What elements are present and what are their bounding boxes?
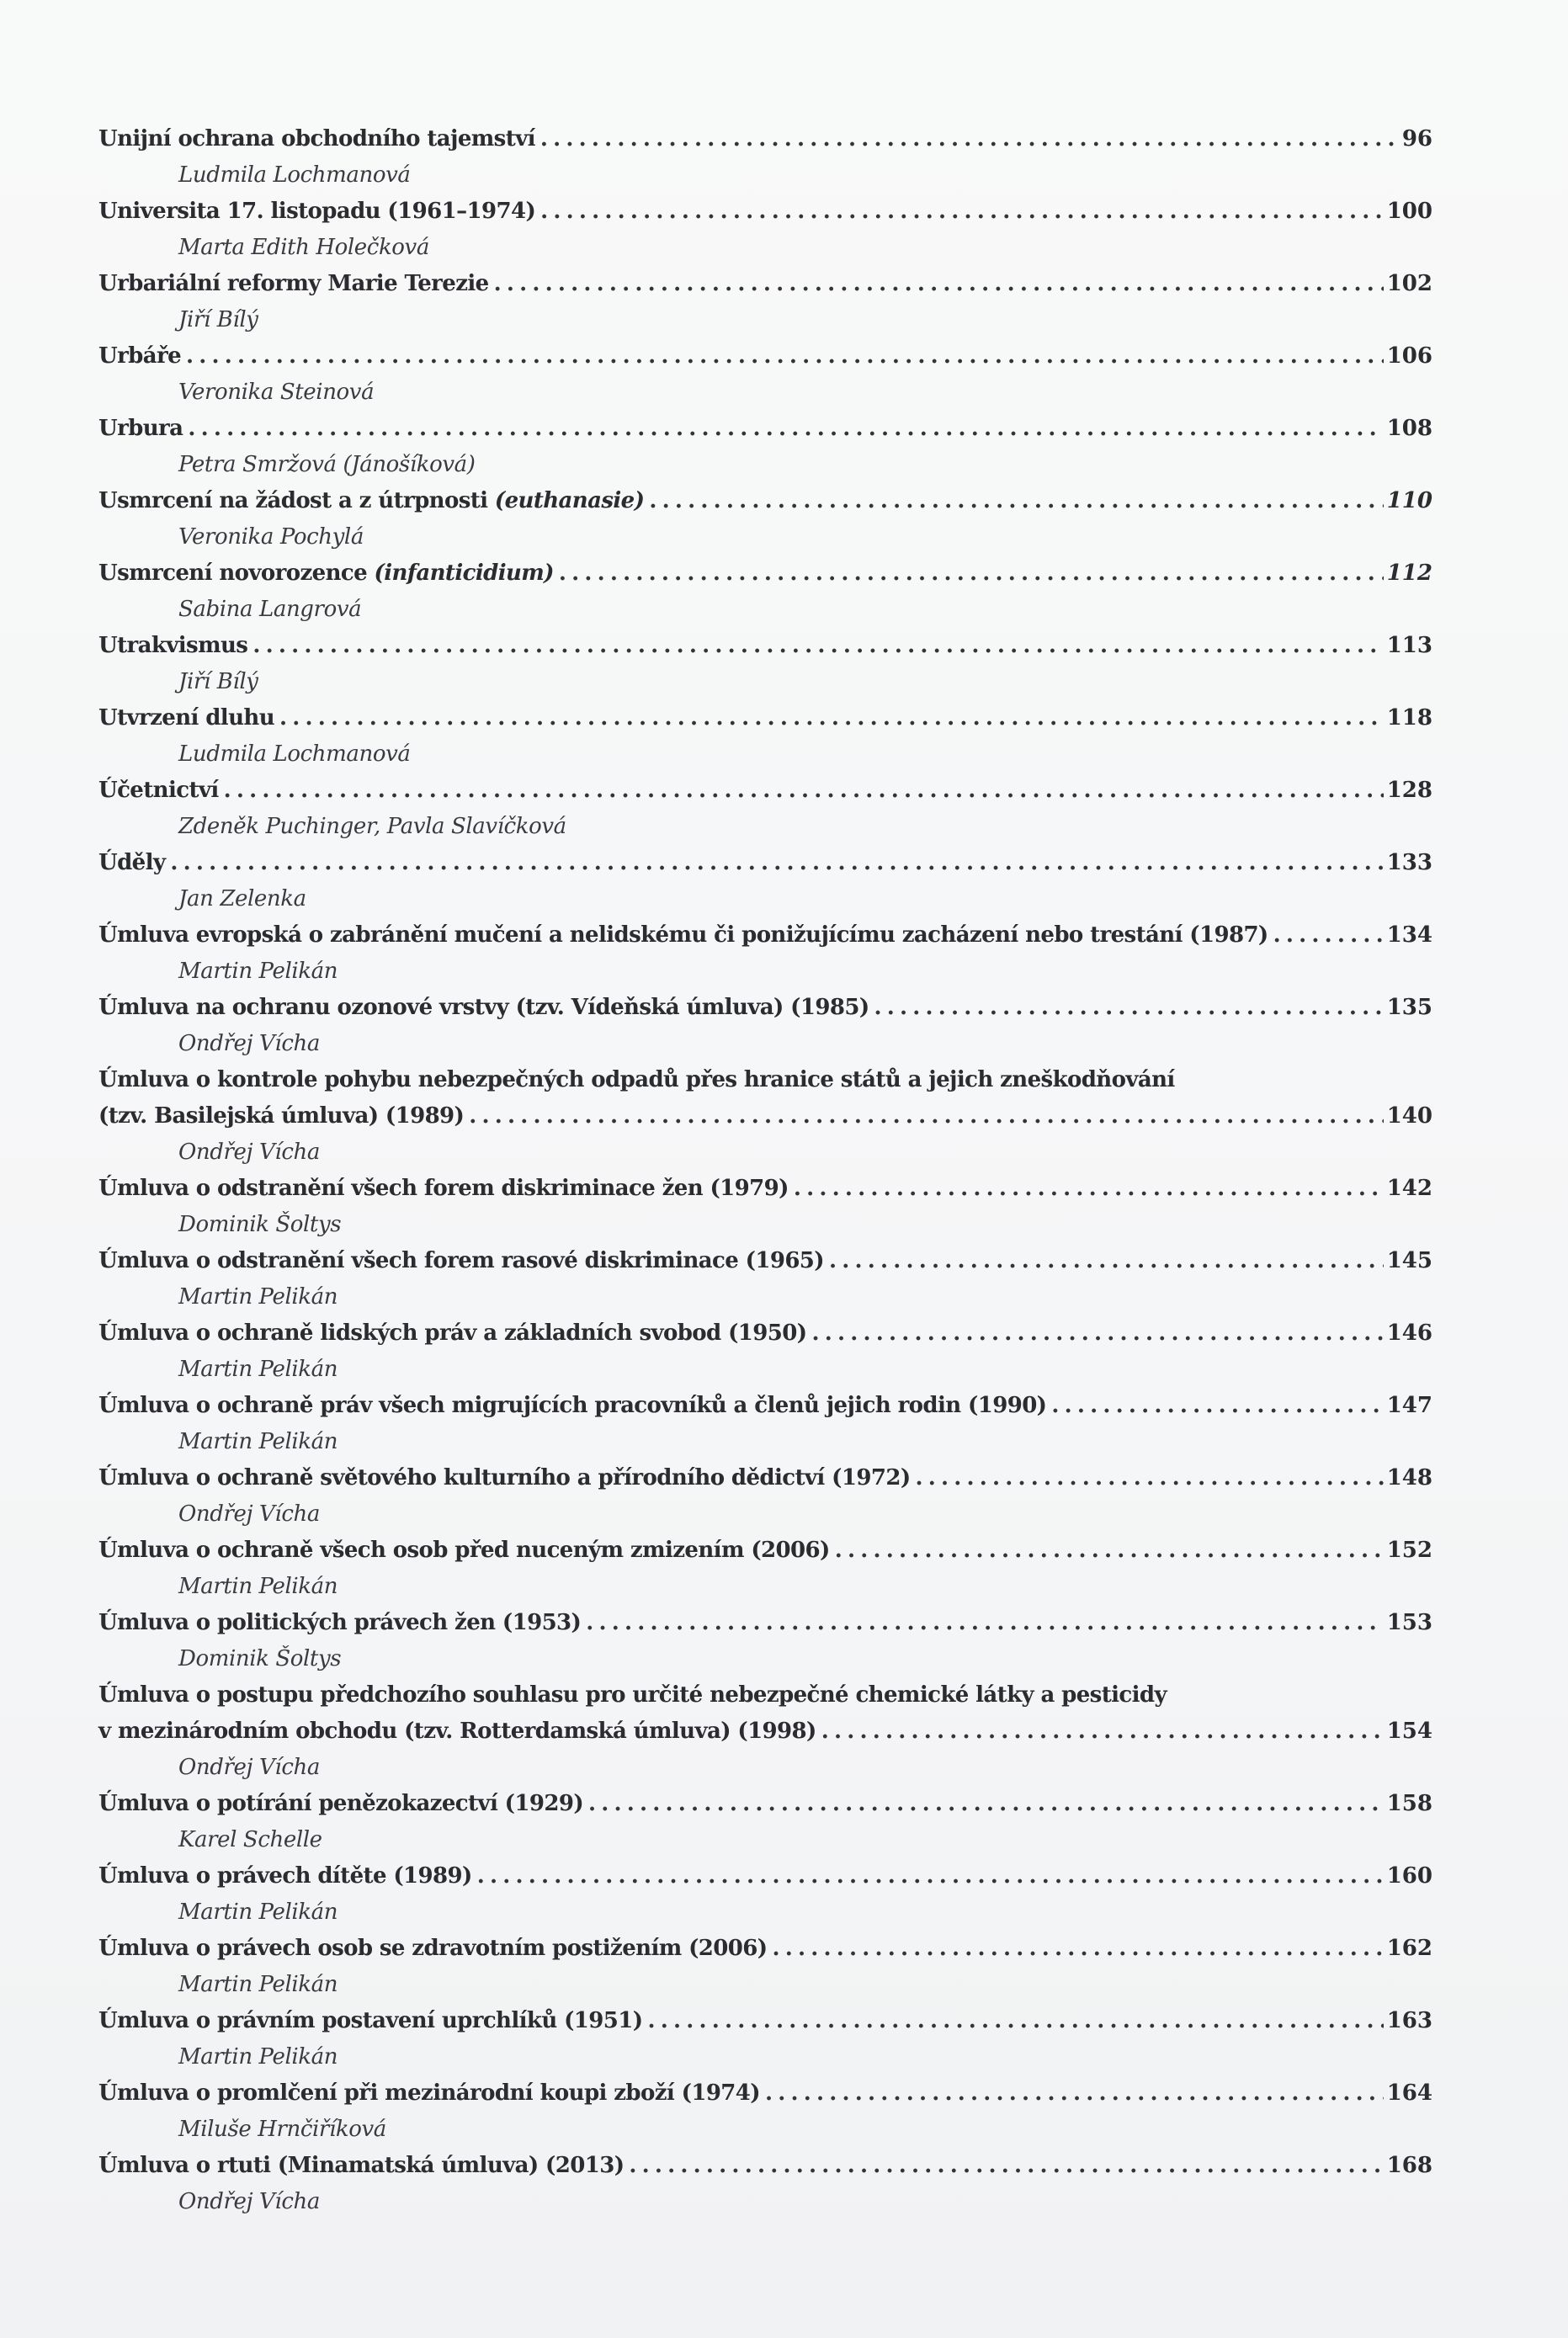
page-number: 168 — [1386, 2153, 1432, 2178]
dot-leader — [629, 2148, 1383, 2184]
page-number: 135 — [1386, 995, 1432, 1020]
dot-leader — [586, 1605, 1383, 1641]
page-number: 160 — [1386, 1863, 1432, 1889]
dot-leader — [874, 990, 1384, 1026]
entry-title-text — [98, 2075, 760, 2112]
dot-leader — [916, 1460, 1384, 1496]
toc-entry — [98, 483, 1432, 555]
entry-author: Martin Pelikán — [178, 1357, 338, 1382]
page-number: 145 — [1386, 1248, 1432, 1273]
entry-author: Martin Pelikán — [178, 1429, 338, 1454]
entry-title-text — [98, 483, 644, 519]
entry-title: Úmluva o ochraně světového kulturního a přírodního dědictví (1972) — [98, 1465, 911, 1490]
entry-title: Usmrcení novorozence — [98, 561, 375, 586]
toc-entry — [98, 2148, 1432, 2220]
dot-leader — [494, 266, 1384, 302]
toc-entry — [98, 628, 1432, 700]
entry-title: Unijní ochrana obchodního tajemství — [98, 126, 535, 151]
entry-title: Úmluva o ochraně lidských práv a základních svobod (1950) — [98, 1320, 807, 1346]
page-number: 147 — [1386, 1393, 1432, 1418]
entry-title-line-1 — [98, 1677, 1432, 1714]
entry-title-line — [98, 1858, 1432, 1894]
entry-title-line — [98, 1388, 1432, 1424]
entry-title-text — [98, 266, 489, 302]
entry-author: Veronika Pochylá — [178, 524, 364, 550]
entry-author: Ondřej Vícha — [178, 1031, 320, 1056]
dot-leader — [588, 1786, 1384, 1822]
page-number: 118 — [1386, 705, 1432, 731]
page-number: 146 — [1386, 1320, 1432, 1346]
entry-title-line — [98, 266, 1432, 302]
entry-title: Úmluva evropská o zabránění mučení a nelidskému či ponižujícímu zacházení nebo trestání (1987) — [98, 922, 1268, 948]
entry-title-text — [98, 1171, 789, 1207]
entry-title: Úmluva o odstranění všech forem rasové diskriminace (1965) — [98, 1248, 824, 1273]
entry-title-text — [98, 194, 535, 230]
entry-title-line — [98, 194, 1432, 230]
entry-title: Utvrzení dluhu — [98, 705, 274, 731]
toc-entry — [98, 1388, 1432, 1460]
entry-title-line — [98, 700, 1432, 736]
entry-title-text — [98, 1098, 464, 1134]
entry-author: Dominik Šoltys — [178, 1212, 342, 1237]
entry-title-line — [98, 1931, 1432, 1967]
entry-title-text — [98, 1243, 824, 1279]
entry-author: Ludmila Lochmanová — [178, 741, 411, 767]
toc-entry — [98, 266, 1432, 338]
dot-leader — [647, 2003, 1383, 2039]
page-number: 164 — [1386, 2080, 1432, 2106]
page-number: 110 — [1386, 488, 1432, 513]
entry-title-line — [98, 555, 1432, 592]
entry-title-text — [98, 700, 274, 736]
entry-author: Ondřej Vícha — [178, 1501, 320, 1527]
page-number: 153 — [1386, 1610, 1432, 1635]
toc-entry — [98, 773, 1432, 845]
entry-title-line — [98, 483, 1432, 519]
page-number: 106 — [1386, 343, 1432, 369]
entry-title-line — [98, 1243, 1432, 1279]
entry-title-line — [98, 2148, 1432, 2184]
dot-leader — [649, 483, 1383, 519]
toc-entry — [98, 338, 1432, 411]
table-of-contents — [98, 121, 1432, 2220]
entry-author: Sabina Langrová — [178, 597, 362, 622]
entry-title: Universita 17. listopadu (1961–1974) — [98, 199, 536, 224]
entry-title-line — [98, 1460, 1432, 1496]
entry-title-text — [98, 773, 219, 809]
dot-leader — [835, 1533, 1384, 1569]
entry-author: Marta Edith Holečková — [178, 235, 429, 260]
page-number: 108 — [1386, 416, 1432, 441]
entry-title-line — [98, 338, 1432, 375]
entry-title-text — [98, 555, 554, 592]
page-number: 134 — [1386, 922, 1432, 948]
dot-leader — [1051, 1388, 1383, 1424]
entry-title-text — [98, 121, 535, 157]
dot-leader — [188, 411, 1383, 447]
entry-title-text — [98, 1858, 472, 1894]
entry-title: v mezinárodním obchodu (tzv. Rotterdamská úmluva) (1998) — [98, 1719, 816, 1744]
entry-author: Martin Pelikán — [178, 1972, 338, 1997]
page-number: 102 — [1386, 271, 1432, 296]
entry-title: Úmluva o rtuti (Minamatská úmluva) (2013) — [98, 2153, 625, 2178]
page-number: 96 — [1401, 126, 1432, 151]
page-number: 154 — [1386, 1719, 1432, 1744]
entry-author: Martin Pelikán — [178, 1284, 338, 1310]
dot-leader — [186, 338, 1384, 375]
dot-leader — [540, 194, 1384, 230]
entry-author: Veronika Steinová — [178, 380, 375, 405]
entry-title-text — [98, 1931, 767, 1967]
dot-leader — [1273, 917, 1384, 954]
entry-title-italic: (infanticidium) — [374, 561, 554, 586]
entry-author: Martin Pelikán — [178, 2044, 338, 2070]
entry-title-text — [98, 628, 247, 664]
entry-author: Dominik Šoltys — [178, 1646, 342, 1671]
toc-entry — [98, 2075, 1432, 2148]
toc-entry — [98, 1605, 1432, 1677]
entry-title-line — [98, 1605, 1432, 1641]
dot-leader — [279, 700, 1384, 736]
entry-author: Jiří Bílý — [178, 669, 258, 694]
entry-title-text — [98, 1714, 816, 1750]
entry-title-line-1 — [98, 1062, 1432, 1098]
entry-title-text — [98, 1605, 581, 1641]
entry-title-line — [98, 1533, 1432, 1569]
dot-leader — [170, 845, 1383, 881]
entry-title-line — [98, 2003, 1432, 2039]
toc-entry — [98, 194, 1432, 266]
dot-leader — [821, 1714, 1384, 1750]
entry-title: Úmluva o ochraně všech osob před nuceným zmizením (2006) — [98, 1538, 830, 1563]
toc-entry — [98, 1931, 1432, 2003]
page-number: 128 — [1386, 778, 1432, 803]
page-number: 162 — [1386, 1936, 1432, 1961]
entry-title: Úmluva o právech dítěte (1989) — [98, 1863, 472, 1889]
entry-title-text — [98, 917, 1268, 954]
entry-title-line — [98, 990, 1432, 1026]
entry-title-text — [98, 1786, 583, 1822]
dot-leader — [540, 121, 1399, 157]
dot-leader — [559, 555, 1384, 592]
entry-title: Úmluva o právním postavení uprchlíků (1951) — [98, 2008, 643, 2033]
toc-entry — [98, 1858, 1432, 1931]
entry-author: Miluše Hrnčiříková — [178, 2117, 386, 2142]
dot-leader — [829, 1243, 1384, 1279]
entry-author: Ondřej Vícha — [178, 2189, 320, 2214]
entry-title-line — [98, 1315, 1432, 1352]
entry-title: Úmluva o potírání penězokazectví (1929) — [98, 1791, 584, 1816]
entry-title: (tzv. Basilejská úmluva) (1989) — [98, 1103, 465, 1129]
entry-author: Martin Pelikán — [178, 1574, 338, 1599]
toc-entry — [98, 1062, 1432, 1171]
entry-title-text — [98, 2003, 642, 2039]
toc-entry — [98, 990, 1432, 1062]
entry-title: Úděly — [98, 850, 166, 875]
entry-author: Zdeněk Puchinger, Pavla Slavíčková — [178, 814, 566, 839]
page-number: 112 — [1386, 561, 1432, 586]
toc-entry — [98, 1786, 1432, 1858]
toc-entry — [98, 555, 1432, 628]
entry-author: Ludmila Lochmanová — [178, 162, 411, 188]
entry-title-line — [98, 121, 1432, 157]
entry-title-line — [98, 1714, 1432, 1750]
entry-title-text — [98, 1533, 830, 1569]
entry-title-text: Úmluva o postupu předchozího souhlasu pro určité nebezpečné chemické látky a pesticidy — [98, 1682, 1167, 1708]
entry-title-line — [98, 411, 1432, 447]
toc-entry — [98, 1677, 1432, 1786]
entry-title-text — [98, 1315, 806, 1352]
entry-title-italic: (euthanasie) — [494, 488, 645, 513]
page-number: 100 — [1386, 199, 1432, 224]
toc-entry — [98, 2003, 1432, 2075]
entry-title: Úmluva na ochranu ozonové vrstvy (tzv. Vídeňská úmluva) (1985) — [98, 995, 869, 1020]
toc-entry — [98, 121, 1432, 194]
dot-leader — [477, 1858, 1384, 1894]
entry-title: Úmluva o ochraně práv všech migrujících pracovníků a členů jejich rodin (1990) — [98, 1393, 1047, 1418]
dot-leader — [772, 1931, 1383, 1967]
entry-title-line — [98, 1098, 1432, 1134]
entry-author: Jan Zelenka — [178, 886, 306, 911]
dot-leader — [469, 1098, 1383, 1134]
entry-title-text — [98, 338, 181, 375]
page-number: 148 — [1386, 1465, 1432, 1490]
dot-leader — [765, 2075, 1384, 2112]
toc-entry — [98, 1243, 1432, 1315]
entry-title-text — [98, 2148, 624, 2184]
entry-author: Martin Pelikán — [178, 959, 338, 984]
toc-entry — [98, 411, 1432, 483]
entry-title-line — [98, 2075, 1432, 2112]
page-number: 158 — [1386, 1791, 1432, 1816]
toc-entry — [98, 845, 1432, 917]
entry-title: Úmluva o politických právech žen (1953) — [98, 1610, 582, 1635]
dot-leader — [794, 1171, 1384, 1207]
entry-title-line — [98, 628, 1432, 664]
entry-author: Ondřej Vícha — [178, 1140, 320, 1165]
toc-entry — [98, 1171, 1432, 1243]
toc-entry — [98, 1533, 1432, 1605]
page-number: 133 — [1386, 850, 1432, 875]
entry-title-line — [98, 773, 1432, 809]
entry-author: Ondřej Vícha — [178, 1755, 320, 1780]
entry-title-text — [98, 845, 165, 881]
entry-title-line — [98, 917, 1432, 954]
dot-leader — [811, 1315, 1383, 1352]
entry-title-text: Úmluva o kontrole pohybu nebezpečných odpadů přes hranice států a jejich zneškodňování — [98, 1067, 1175, 1092]
toc-entry — [98, 1460, 1432, 1533]
entry-title: Urbura — [98, 416, 183, 441]
entry-title: Utrakvismus — [98, 633, 248, 658]
entry-author: Petra Smržová (Jánošíková) — [178, 452, 476, 477]
page-number: 140 — [1386, 1103, 1432, 1129]
entry-title: Účetnictví — [98, 778, 219, 803]
dot-leader — [224, 773, 1384, 809]
entry-author: Jiří Bílý — [178, 307, 258, 332]
entry-title-text — [98, 990, 869, 1026]
page-number: 152 — [1386, 1538, 1432, 1563]
entry-title: Úmluva o právech osob se zdravotním postižením (2006) — [98, 1936, 768, 1961]
entry-title-text — [98, 1388, 1046, 1424]
entry-title: Urbáře — [98, 343, 182, 369]
page-number: 142 — [1386, 1176, 1432, 1201]
entry-title-line — [98, 1786, 1432, 1822]
entry-author: Martin Pelikán — [178, 1900, 338, 1925]
page-number: 113 — [1386, 633, 1432, 658]
toc-entry — [98, 700, 1432, 773]
toc-entry — [98, 1315, 1432, 1388]
entry-title-text — [98, 1460, 911, 1496]
entry-title: Usmrcení na žádost a z útrpnosti — [98, 488, 495, 513]
entry-title-line — [98, 845, 1432, 881]
toc-entry — [98, 917, 1432, 990]
entry-title: Úmluva o promlčení při mezinárodní koupi zboží (1974) — [98, 2080, 760, 2106]
entry-title-text — [98, 411, 183, 447]
dot-leader — [252, 628, 1383, 664]
entry-title-line — [98, 1171, 1432, 1207]
entry-title: Úmluva o odstranění všech forem diskriminace žen (1979) — [98, 1176, 789, 1201]
page-number: 163 — [1386, 2008, 1432, 2033]
entry-author: Karel Schelle — [178, 1827, 322, 1852]
entry-title: Urbariální reformy Marie Terezie — [98, 271, 489, 296]
